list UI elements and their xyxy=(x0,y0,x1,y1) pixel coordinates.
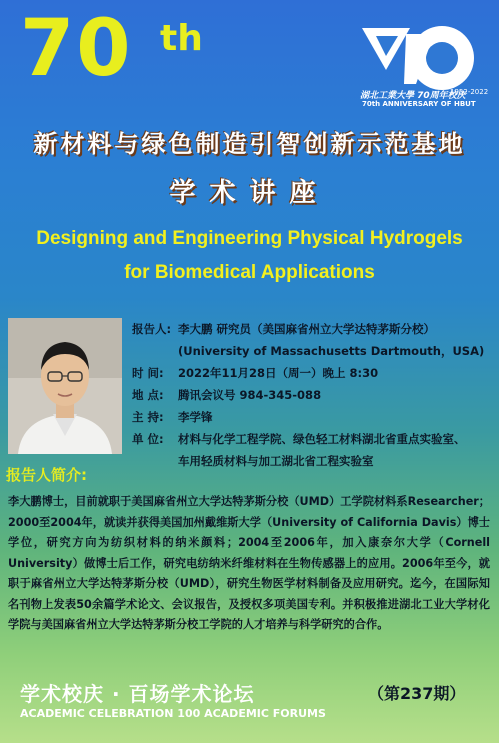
place-row xyxy=(132,384,484,406)
unit-row-2 xyxy=(132,450,484,472)
unit-value-2: 车用轻质材料与加工湖北省工程实验室 xyxy=(178,454,374,468)
title-en-line2: for Biomedical Applications xyxy=(124,262,375,283)
speaker-label: 报告人: xyxy=(132,322,172,336)
host-value: 李学锋 xyxy=(178,410,213,424)
time-row xyxy=(132,362,484,384)
logo-cn-text: 湖北工業大學 70周年校庆 xyxy=(360,91,466,101)
title-cn-main: 新材料与绿色制造引智创新示范基地 xyxy=(33,129,466,158)
speaker-affiliation-en: (University of Massachusetts Dartmouth，USA) xyxy=(178,344,485,358)
time-label: 时 间: xyxy=(132,366,164,380)
anniversary-number: 70 xyxy=(20,4,133,94)
title-en-line1: Designing and Engineering Physical Hydrogels xyxy=(36,228,463,249)
title-cn-sub: 学术讲座 xyxy=(169,178,330,208)
footer-series-en: ACADEMIC CELEBRATION 100 ACADEMIC FORUMS xyxy=(20,707,326,720)
speaker-row-2 xyxy=(132,340,484,362)
speaker-value: 李大鹏 研究员（美国麻省州立大学达特茅斯分校） xyxy=(178,322,436,336)
host-row xyxy=(132,406,484,428)
footer-series-title: 学术校庆 · 百场学术论坛 xyxy=(20,682,255,706)
footer-issue-number: （第237期） xyxy=(368,684,466,703)
anniversary-superscript: th xyxy=(160,18,203,59)
speaker-photo xyxy=(8,318,122,454)
place-value: 腾讯会议号 984-345-088 xyxy=(178,388,322,402)
bio-heading: 报告人简介: xyxy=(6,466,87,484)
bio-text: 李大鹏博士，目前就职于美国麻省州立大学达特茅斯分校（UMD）工学院材料系Researcher；2000至2004年，就读并获得美国加州戴维斯大学（University of California Davis）博士学位，研究方向为纺织材料的纳米颜料；2004至2006年，加入康奈尔大学（Cornell University）做博士后工作，研究电纺纳米纤维材料在生物传感器上的应用。2006年至今，就职于麻省州立大学达特茅斯分校（UMD），研究生物医学材料制备及应用研究。迄今，在国际知名刊物上发表50余篇学术论文、会议报告，及授权多项美国专利。并积极推进湖北工业大学材化学院与美国麻省州立大学达特茅斯分校工学院的人才培养与科学研究的合作。 xyxy=(8,495,490,631)
unit-label: 单 位: xyxy=(132,432,164,446)
host-label: 主 持: xyxy=(132,410,164,424)
speaker-row xyxy=(132,318,484,340)
logo-en-text: 70th ANNIVERSARY OF HBUT xyxy=(362,100,476,108)
place-label: 地 点: xyxy=(132,388,164,402)
lecture-info xyxy=(132,318,484,472)
unit-value: 材料与化学工程学院、绿色轻工材料湖北省重点实验室、 xyxy=(178,432,466,446)
time-value: 2022年11月28日（周一）晚上 8:30 xyxy=(178,366,379,380)
unit-row xyxy=(132,428,484,450)
logo-years: 1952-2022 xyxy=(450,88,489,96)
